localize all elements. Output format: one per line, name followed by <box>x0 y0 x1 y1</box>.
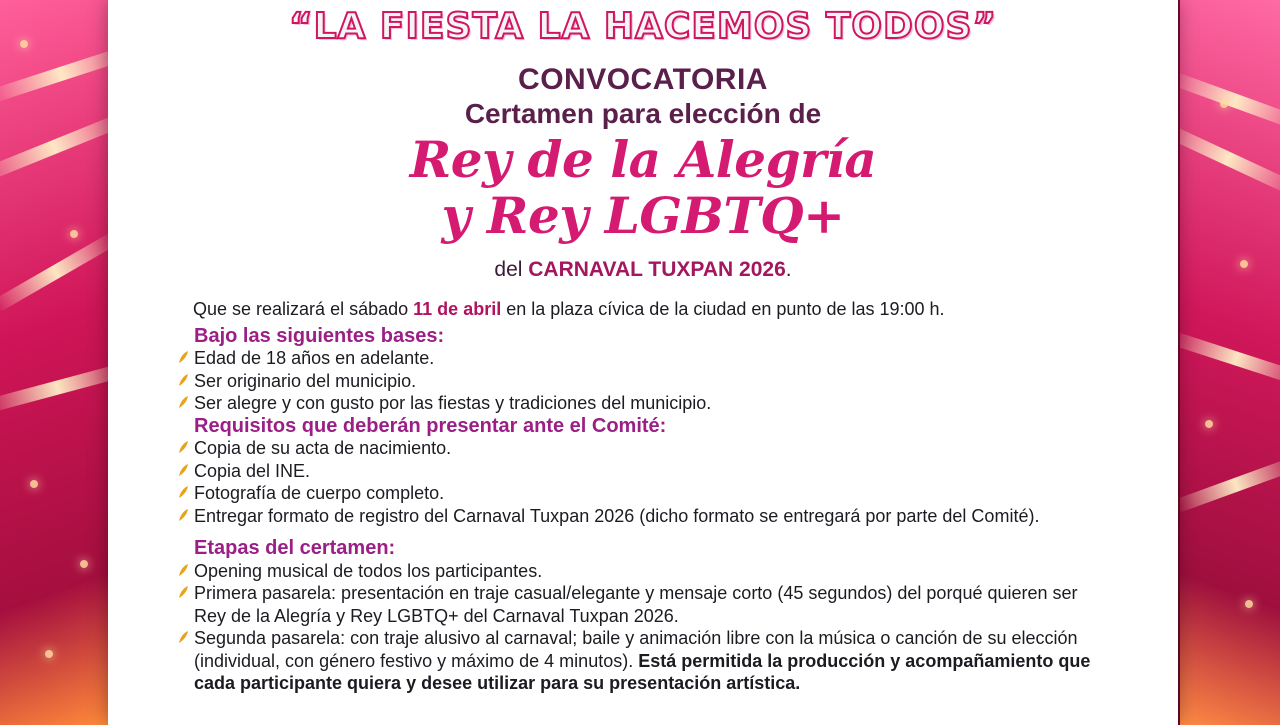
intro-after: en la plaza cívica de la ciudad en punto de las 19:00 h. <box>506 299 945 319</box>
list-item: Entregar formato de registro del Carnaval Tuxpan 2026 (dicho formato se entregará por parte del Comité). <box>178 505 1108 528</box>
feather-icon <box>177 373 189 387</box>
feather-icon <box>177 395 189 409</box>
carnaval-prefix: del <box>494 258 523 281</box>
feather-icon <box>177 350 189 364</box>
list-item: Primera pasarela: presentación en traje casual/elegante y mensaje corto (45 segundos) del porqué quieren ser Rey de la Alegría y Rey LGBTQ+ del Carnaval Tuxpan 2026. <box>178 582 1108 627</box>
etapas-list <box>178 560 1108 695</box>
list-item: Fotografía de cuerpo completo. <box>178 482 1108 505</box>
list-item: Segunda pasarela: con traje alusivo al carnaval; baile y animación libre con la música o canción de su elección (individual, con género festivo y máximo de 4 minutos). Está permitida la producción y acompañamiento que cada participante quiera y desee utilizar para su presentación artística. <box>178 627 1108 695</box>
left-decorative-border <box>0 0 110 725</box>
intro-before: Que se realizará el sábado <box>193 299 409 319</box>
list-item: Copia del INE. <box>178 460 1108 483</box>
feather-icon <box>177 630 189 644</box>
announcement-body <box>178 298 1108 695</box>
list-item: Edad de 18 años en adelante. <box>178 347 1108 370</box>
etapas-heading: Etapas del certamen: <box>194 537 396 559</box>
requisitos-heading: Requisitos que deberán presentar ante el Comité: <box>194 414 667 437</box>
slogan-heading: “LA FIESTA LA HACEMOS TODOS” <box>288 6 998 47</box>
event-intro <box>193 298 1108 321</box>
carnaval-name: CARNAVAL TUXPAN 2026 <box>528 258 786 281</box>
spacer <box>178 527 1108 537</box>
feather-icon <box>177 485 189 499</box>
rey-title-line-2: y Rey LGBTQ+ <box>441 186 845 245</box>
carnaval-line <box>108 258 1178 282</box>
right-decorative-border <box>1180 0 1280 725</box>
rey-title-line-1: Rey de la Alegría <box>409 130 877 189</box>
list-item: Ser originario del municipio. <box>178 370 1108 393</box>
convocatoria-heading: CONVOCATORIA <box>518 63 768 96</box>
list-item: Ser alegre y con gusto por las fiestas y tradiciones del municipio. <box>178 392 1108 415</box>
feather-icon <box>177 563 189 577</box>
bases-list <box>178 347 1108 415</box>
event-date: 11 de abril <box>413 299 502 319</box>
feather-icon <box>177 508 189 522</box>
feather-icon <box>177 585 189 599</box>
bases-heading: Bajo las siguientes bases: <box>194 324 445 347</box>
certamen-subheading: Certamen para elección de <box>464 98 822 129</box>
announcement-paper <box>108 0 1178 725</box>
feather-icon <box>177 440 189 454</box>
etapas-bold-note: Está permitida la producción y acompañamiento que cada participante quiera y desee utilizar para su presentación artística. <box>194 650 1091 693</box>
carnaval-suffix: . <box>785 258 792 281</box>
list-item: Copia de su acta de nacimiento. <box>178 437 1108 460</box>
requisitos-list <box>178 437 1108 527</box>
list-item: Opening musical de todos los participantes. <box>178 560 1108 583</box>
feather-icon <box>177 463 189 477</box>
